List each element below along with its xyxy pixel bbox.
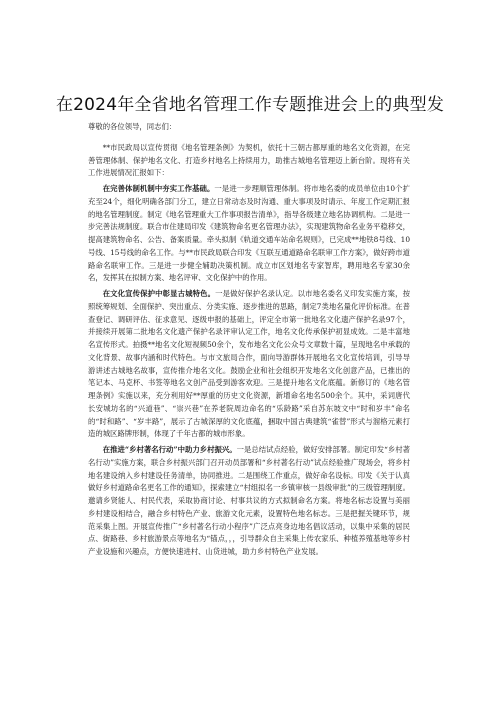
document-title: 在2024年全省地名管理工作专题推进会上的典型发 (55, 95, 445, 115)
section-paragraph-3 (88, 444, 410, 559)
greeting: 尊敬的各位领导，同志们： (88, 122, 177, 131)
section-text-2: 一是做好保护名录认定。以市地名委名义印发实施方案，按照统筹规划、全面保护、突出重点、分类实施、逐步推进的思路，制定7类地名量化评价标准。在普查登记、调研评估、征求意见、逐级申报的基础上，评定全市第一批地名文化遗产保护名录97个，并接续开展第二批地名文化遗产保护名录评审认定工作，地名文化传承保护初显成效。二是丰富地名宣传形式。拍摄**地名文化短视频50余个，发布地名文化公众号文章数十篇，呈现地名中承载的文化背景、故事内涵和时代特色。与市文旅局合作，面向导游群体开展地名文化宣传培训，引导导游讲述古城地名故事，宣传推介地名文化。鼓励企业和社会组织开发地名文化创意产品，已推出的笔记本、马克杯、书签等地名文创产品受到游客欢迎。三是提升地名文化底蕴。新修订的《地名管理条例》实施以来，充分利用好**厚重的历史文化资源，新增命名地名500余个。其中，采词唐代长安城坊名的“兴道巷”、“崇兴巷”在养老院周边命名的“乐龄路”采自苏东坡文中“时和岁丰”命名的“时和路”、“岁丰路”，展示了古城深厚的文化底蕴，捆取中国古典建筑“雀替”形式与溜格元素打造的城区路牌形制，体现了千年古都的城市形象。 (88, 289, 410, 439)
section-paragraph-1 (88, 183, 410, 285)
document-body (88, 121, 410, 562)
section-lead-1: 在完善体制机制中夯实工作基础。 (102, 184, 215, 193)
intro-paragraph: **市民政局以宣传贯彻《地名管理条例》为契机，依托十三朝古都厚重的地名文化资源，在完善管理体制、保护地名文化、打造乡村地名上持续用力，助推古城地名管理迈上新台阶。现将有关工作进展情况汇报如下： (88, 142, 410, 178)
section-lead-3: 在推进“乡村著名行动”中助力乡村振兴。 (102, 445, 237, 454)
section-paragraph-2 (88, 288, 410, 441)
section-lead-2: 在文化宣传保护中彰显古城特色。 (102, 289, 216, 298)
section-text-3: 一是总结试点经验，做好安排部署。制定印发“乡村著名行动”实施方案，联合乡村振兴部门召开动员部署和“乡村著名行动”试点经验推广现场会，将乡村地名建设纳入乡村建设任务清单，协同推进。二是围绕工作重点，做好命名设标。印发《关于认真做好乡村道路命名更名工作的通知》，探索建立“村组拟名一乡镇审核一县级审批”的三级管理制度。邀请乡贤能人、村民代表，采取协商讨论、村事共议的方式拟制命名方案。将地名标志设置与美丽乡村建设相结合，融合乡村特色产业、旅游文化元素，设置特色地名标志。三是把握关键环节，规范采集上图。开展宣传推广“乡村著名行动小程序”广泛点亮身边地名倡议活动，以集中采集的居民点、街路巷、乡村旅游景点等地名为“锚点，，，引导群众自主采集上传农家乐、种植养殖基地等乡村产业设施和兴趣点，方便快速进村、山货进城，助力乡村特色产业发展。 (88, 445, 410, 556)
section-text-1: 一是进一步理顺管理体制。将市地名委的成员单位由10个扩充至24个，细化明确各部门分工，建立日常动态及时沟通、重大事项及时请示、年度工作定期汇报的地名管理制度。制定《地名管理重大工作事项报告清单》，指导各级建立地名协调机构。二是进一步完善法规制度。联合市住建局印发《建筑物命名更名管理办法》，实现建筑物命名业务平稳移交，提高建筑物命名、公告、备案质量。牵头拟制《轨道交通车站命名规则》，已完成**地铁8号线、10号线、15号线的命名工作。与**市民政局联合印发《互联互通道路命名联审工作方案》，做好跨市道路命名联审工作。三是进一步健全辅助决策机制。成立市区划地名专家智库，聘用地名专家30余名，发挥其在拟制方案、地名评审、文化保护中的作用。 (88, 184, 410, 283)
spacer (88, 134, 410, 142)
